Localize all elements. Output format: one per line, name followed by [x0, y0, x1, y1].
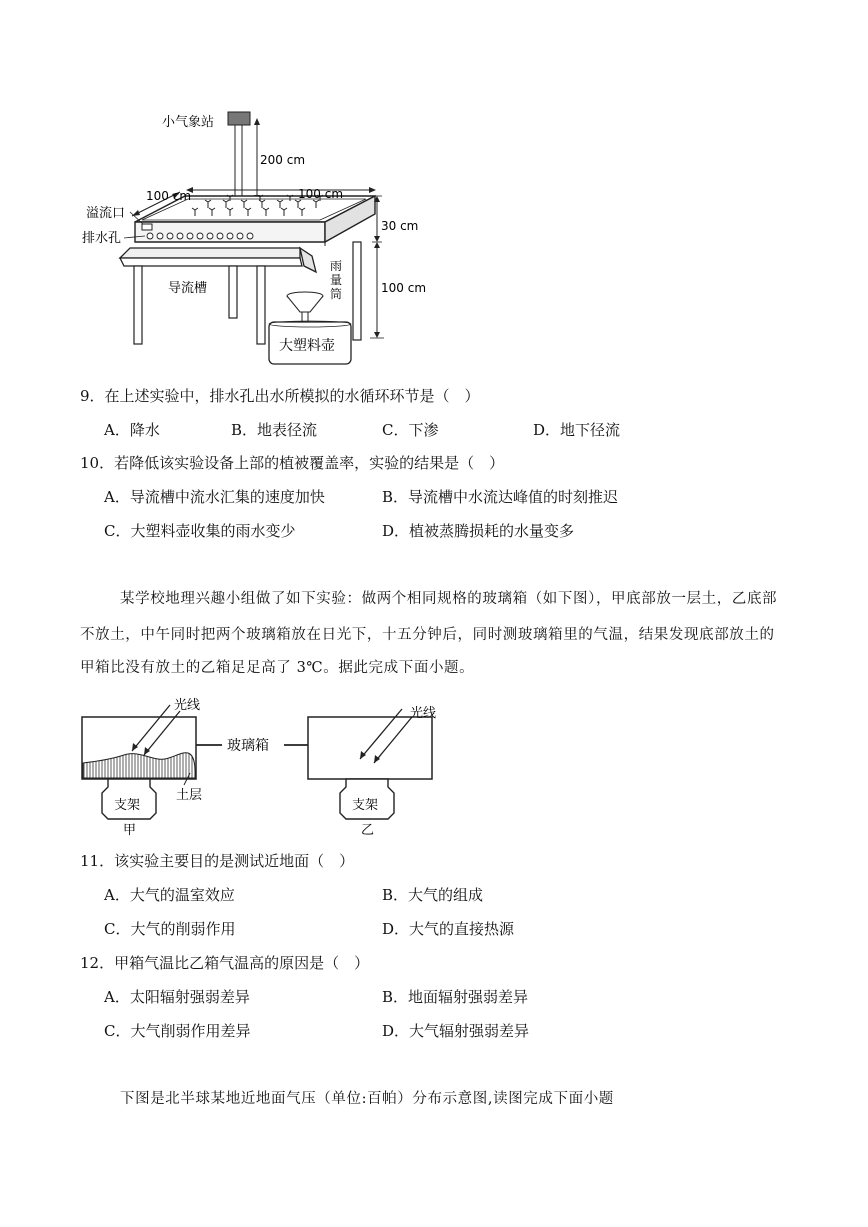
q9-option-d[interactable]: D．地下径流: [533, 421, 621, 439]
rain-gauge-label-2: 量: [330, 273, 343, 287]
question-11-stem: 11．该实验主要目的是测试近地面（ ）: [80, 852, 355, 870]
q9-option-c[interactable]: C．下渗: [382, 421, 439, 439]
q12-option-b[interactable]: B．地面辐射强弱差异: [382, 988, 529, 1006]
dim-100cm-vertical-label: 100 cm: [381, 281, 427, 295]
q12-option-d[interactable]: D．大气辐射强弱差异: [382, 1022, 530, 1040]
glass-box-figure: [80, 695, 460, 840]
q10-option-b[interactable]: B．导流槽中水流达峰值的时刻推迟: [382, 488, 619, 506]
passage-1-line-3: 甲箱比没有放土的乙箱足足高了 3℃。据此完成下面小题。: [80, 660, 475, 676]
question-10-stem: 10．若降低该实验设备上部的植被覆盖率，实验的结果是（ ）: [80, 454, 505, 472]
q11-option-d[interactable]: D．大气的直接热源: [382, 920, 515, 938]
passage-1-line-2: 不放土，中午同时把两个玻璃箱放在日光下，十五分钟后，同时测玻璃箱里的气温，结果发现底部放土的: [80, 627, 775, 643]
passage-2: 下图是北半球某地近地面气压（单位:百帕）分布示意图,读图完成下面小题: [120, 1091, 614, 1107]
q11-option-a[interactable]: A．大气的温室效应: [104, 886, 235, 904]
q12-option-a[interactable]: A．太阳辐射强弱差异: [104, 988, 250, 1006]
q12-option-c[interactable]: C．大气削弱作用差异: [104, 1022, 251, 1040]
question-9-stem: 9．在上述实验中，排水孔出水所模拟的水循环环节是（ ）: [80, 387, 480, 405]
glass-box-label: 玻璃箱: [227, 738, 269, 754]
light-label-yi: 光线: [410, 706, 437, 721]
stand-label-yi: 支架: [352, 798, 379, 813]
question-12-stem: 12．甲箱气温比乙箱气温高的原因是（ ）: [80, 954, 370, 972]
q11-option-c[interactable]: C．大气的削弱作用: [104, 920, 236, 938]
q11-option-b[interactable]: B．大气的组成: [382, 886, 484, 904]
dim-30cm-label: 30 cm: [381, 219, 419, 233]
q9-option-b[interactable]: B．地表径流: [231, 421, 318, 439]
rain-gauge-label-1: 雨: [330, 259, 343, 273]
dim-200cm-label: 200 cm: [260, 153, 306, 167]
rain-gauge-label-3: 筒: [330, 287, 343, 301]
experiment-apparatus-figure: [80, 100, 440, 380]
box-yi-label: 乙: [361, 823, 375, 838]
box-jia-label: 甲: [123, 823, 137, 838]
trough-label: 导流槽: [168, 281, 208, 296]
light-label-jia: 光线: [174, 698, 201, 713]
station-label: 小气象站: [162, 115, 215, 130]
drain-hole-label: 排水孔: [82, 231, 122, 246]
passage-1-line-1: 某学校地理兴趣小组做了如下实验：做两个相同规格的玻璃箱（如下图），甲底部放一层土，乙底部: [120, 591, 778, 607]
q10-option-a[interactable]: A．导流槽中流水汇集的速度加快: [104, 488, 325, 506]
stand-label-jia: 支架: [114, 798, 141, 813]
q10-option-d[interactable]: D．植被蒸腾损耗的水量变多: [382, 522, 575, 540]
overflow-label: 溢流口: [86, 206, 126, 221]
dim-100cm-top-label: 100 cm: [298, 187, 344, 201]
q9-option-a[interactable]: A．降水: [104, 421, 160, 439]
dim-100cm-left-label: 100 cm: [146, 189, 192, 203]
bucket-label: 大塑料壶: [279, 338, 335, 354]
q10-option-c[interactable]: C．大塑料壶收集的雨水变少: [104, 522, 296, 540]
soil-layer-label: 土层: [176, 788, 203, 803]
